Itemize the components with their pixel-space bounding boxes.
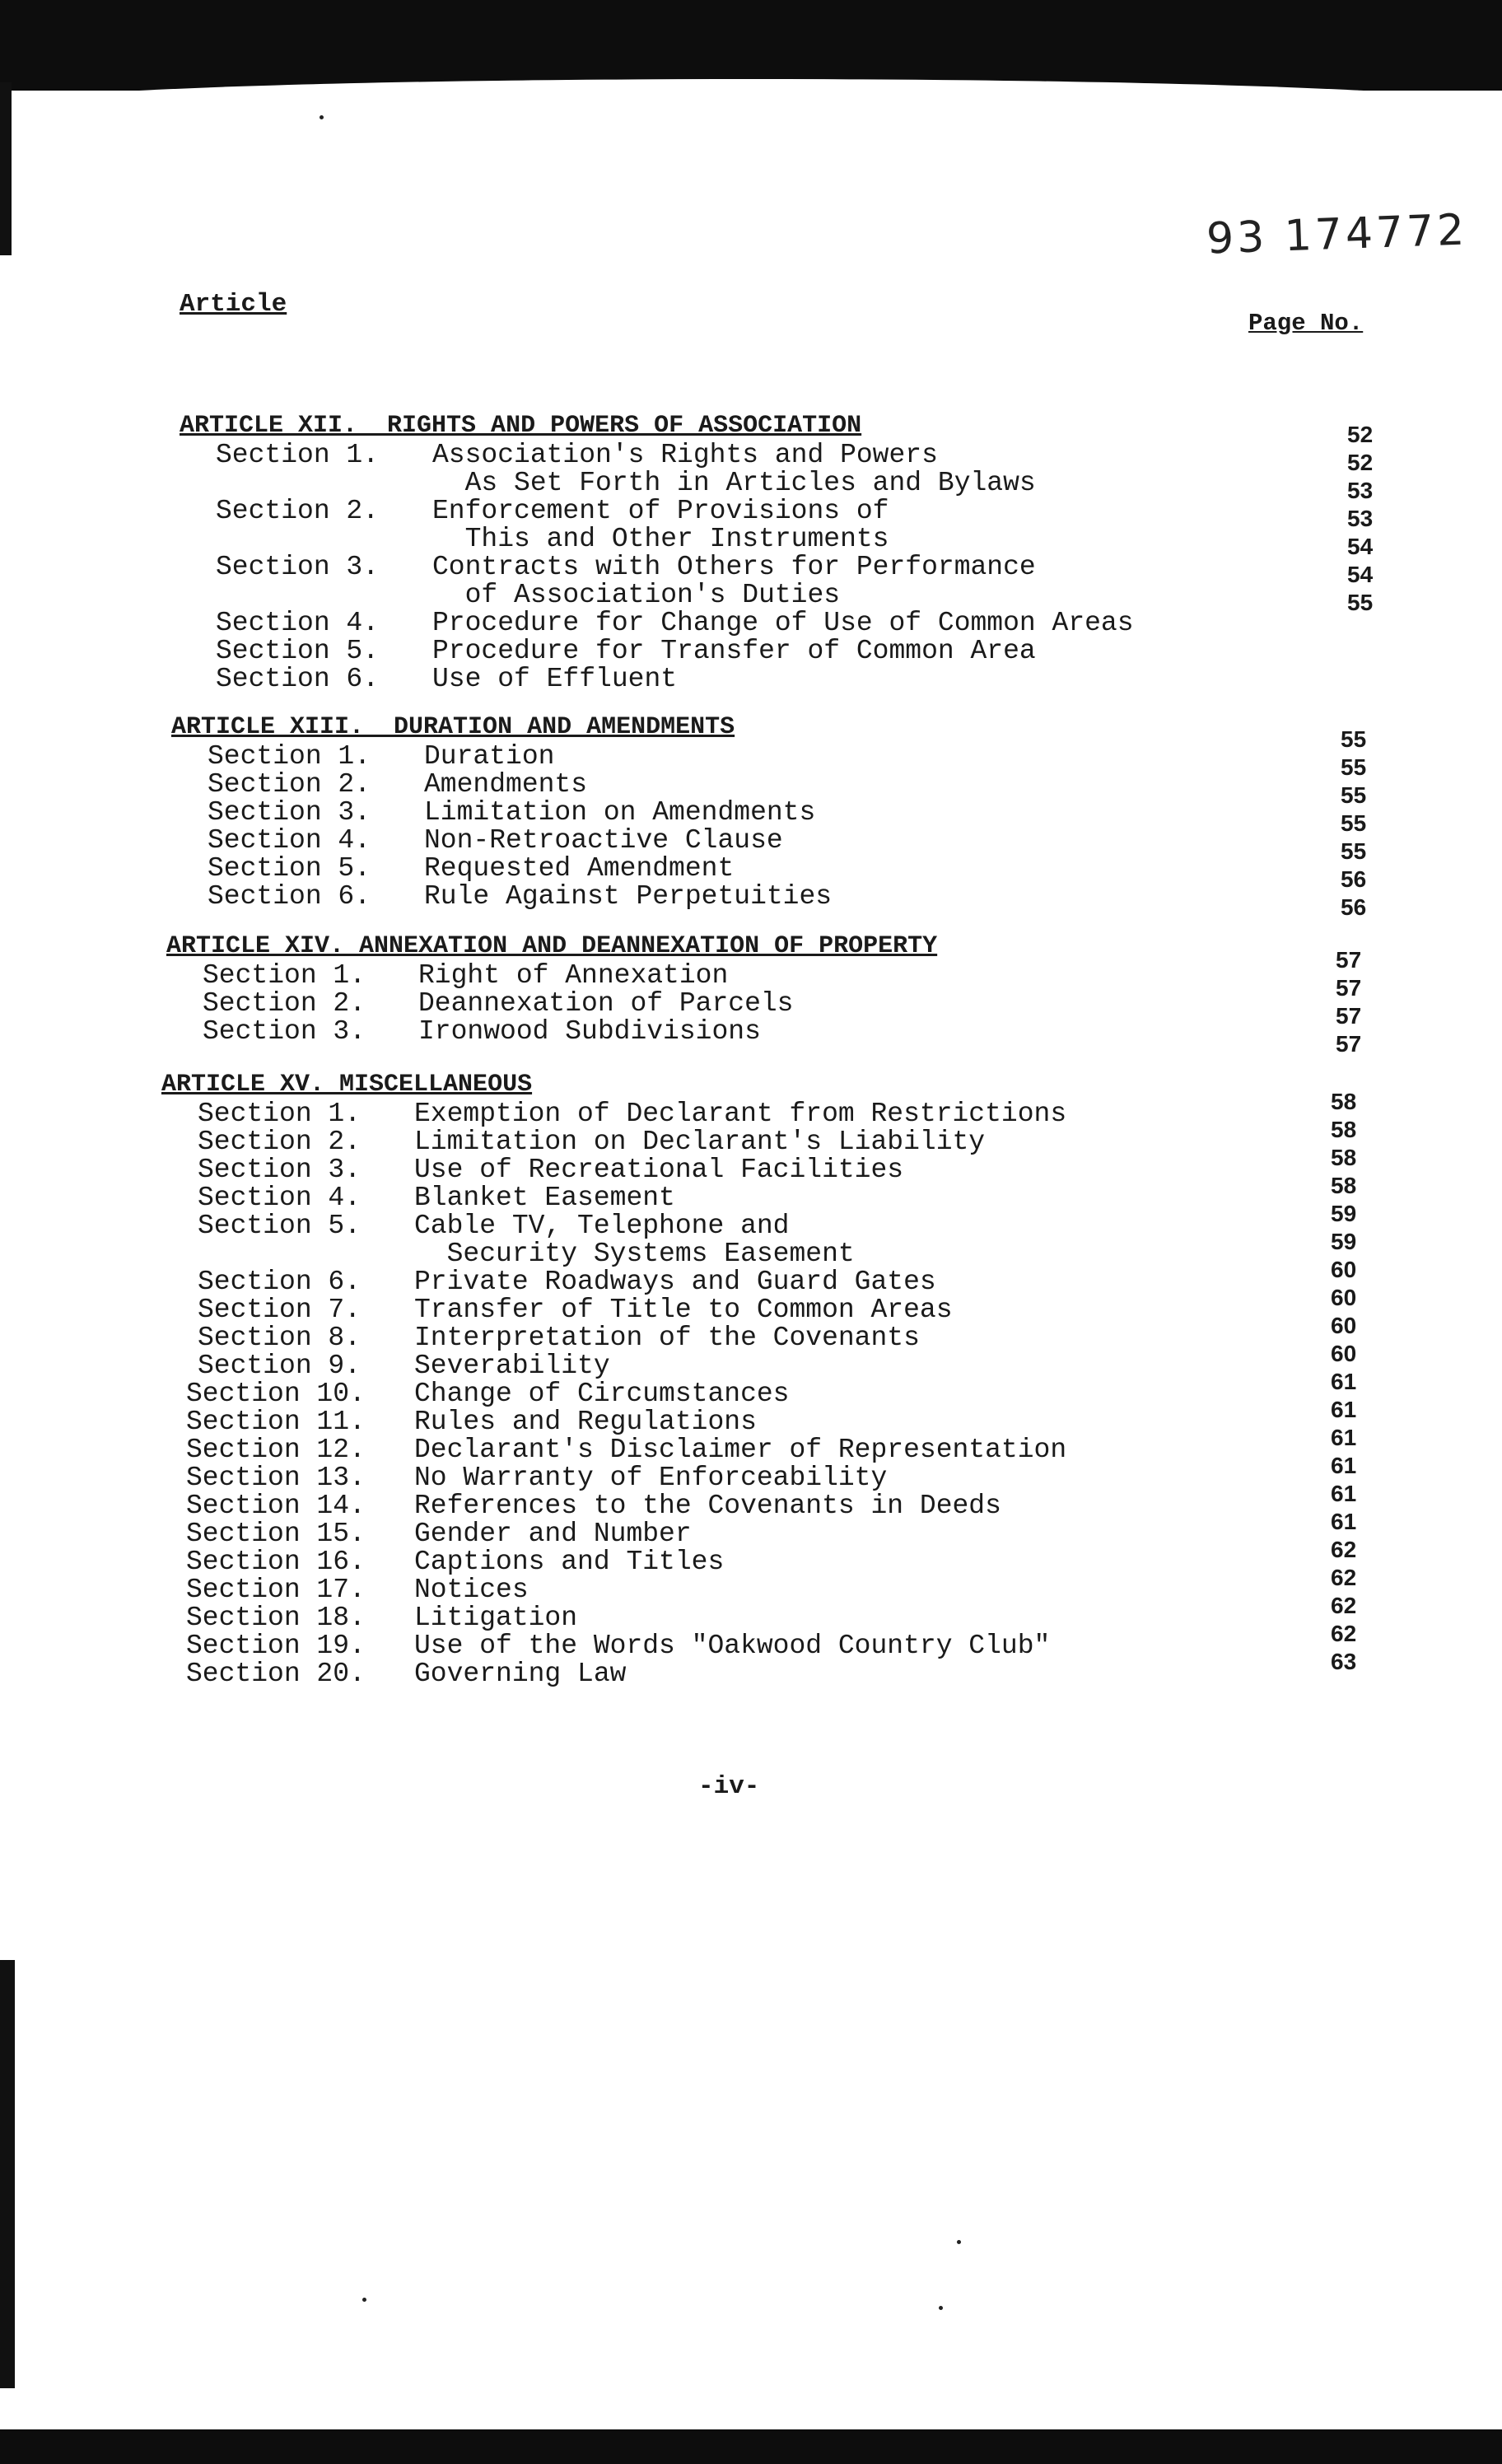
page-number: 57: [1336, 975, 1362, 1001]
scan-speck: [362, 2298, 366, 2302]
page-number: 58: [1331, 1173, 1357, 1198]
section-title: Private Roadways and Guard Gates: [414, 1267, 936, 1297]
section-title: No Warranty of Enforceability: [414, 1463, 888, 1493]
page-number: 57: [1336, 947, 1362, 973]
section-title: Duration: [424, 741, 555, 772]
section-title: Rules and Regulations: [414, 1407, 757, 1437]
page-number: 56: [1341, 866, 1367, 892]
page-number-footer: -iv-: [698, 1772, 760, 1801]
section-title: Transfer of Title to Common Areas: [414, 1295, 953, 1325]
scan-speck: [957, 2240, 961, 2244]
page-number: 61: [1331, 1425, 1357, 1450]
page-number: 60: [1331, 1285, 1357, 1310]
section-label: Section 1.: [198, 1099, 362, 1129]
section-title: Use of Recreational Facilities: [414, 1155, 904, 1185]
page-number: 52: [1347, 450, 1374, 475]
document-number: 93 174772: [1206, 205, 1469, 264]
section-title: Non-Retroactive Clause: [424, 825, 783, 856]
page-number: 56: [1341, 894, 1367, 920]
scan-border-top: [0, 0, 1502, 91]
section-title: Security Systems Easement: [414, 1239, 855, 1269]
page-number: 55: [1341, 726, 1367, 752]
section-title: Limitation on Amendments: [424, 797, 816, 828]
section-title: of Association's Duties: [432, 580, 841, 610]
section-title: Severability: [414, 1351, 610, 1381]
section-title: References to the Covenants in Deeds: [414, 1491, 1001, 1521]
section-title: Use of the Words "Oakwood Country Club": [414, 1631, 1051, 1661]
page-number: 60: [1331, 1341, 1357, 1366]
section-label: Section 20.: [186, 1659, 366, 1689]
section-title: Contracts with Others for Performance: [432, 552, 1036, 582]
section-label: Section 6.: [208, 881, 371, 912]
section-label: Section 4.: [198, 1183, 362, 1213]
article-heading: ARTICLE XIV. ANNEXATION AND DEANNEXATION OF PROPERTY: [166, 932, 938, 960]
page-number: 55: [1347, 590, 1374, 615]
scan-speck: [939, 2306, 943, 2310]
section-title: Enforcement of Provisions of: [432, 496, 889, 526]
section-title: Deannexation of Parcels: [418, 988, 794, 1019]
section-label: Section 8.: [198, 1323, 362, 1353]
section-title: As Set Forth in Articles and Bylaws: [432, 468, 1036, 498]
section-label: Section 3.: [198, 1155, 362, 1185]
section-title: Procedure for Change of Use of Common Areas: [432, 608, 1134, 638]
section-label: Section 14.: [186, 1491, 366, 1521]
page-number: 54: [1347, 534, 1374, 559]
section-title: Captions and Titles: [414, 1547, 725, 1577]
section-label: Section 9.: [198, 1351, 362, 1381]
section-title: Ironwood Subdivisions: [418, 1016, 761, 1047]
section-label: Section 3.: [216, 552, 380, 582]
page-number: 53: [1347, 506, 1374, 531]
page-number: 60: [1331, 1257, 1357, 1282]
section-title: Interpretation of the Covenants: [414, 1323, 920, 1353]
article-heading: ARTICLE XIII. DURATION AND AMENDMENTS: [171, 713, 735, 741]
scan-border-bottom: [0, 2429, 1502, 2464]
section-label: Section 6.: [198, 1267, 362, 1297]
section-label: Section 13.: [186, 1463, 366, 1493]
section-label: Section 15.: [186, 1519, 366, 1549]
section-label: Section 2.: [208, 769, 371, 800]
section-label: Section 17.: [186, 1575, 366, 1605]
article-heading: ARTICLE XV. MISCELLANEOUS: [161, 1071, 533, 1099]
section-title: Notices: [414, 1575, 529, 1605]
section-label: Section 5.: [216, 636, 380, 666]
section-label: Section 10.: [186, 1379, 366, 1409]
section-title: Requested Amendment: [424, 853, 735, 884]
page-number: 61: [1331, 1369, 1357, 1394]
section-title: Gender and Number: [414, 1519, 692, 1549]
column-header-page-no: Page No.: [1248, 310, 1364, 337]
page-number: 57: [1336, 1003, 1362, 1029]
scan-border-left-lower: [0, 1960, 15, 2388]
section-label: Section 5.: [208, 853, 371, 884]
section-label: Section 12.: [186, 1435, 366, 1465]
section-label: Section 4.: [208, 825, 371, 856]
section-label: Section 2.: [216, 496, 380, 526]
section-label: Section 1.: [203, 960, 366, 991]
section-label: Section 2.: [203, 988, 366, 1019]
page-number: 62: [1331, 1565, 1357, 1590]
section-title: Declarant's Disclaimer of Representation: [414, 1435, 1067, 1465]
page-number: 55: [1341, 838, 1367, 864]
scan-border-left-upper: [0, 82, 12, 255]
section-title: Exemption of Declarant from Restrictions: [414, 1099, 1067, 1129]
section-label: Section 6.: [216, 664, 380, 694]
page-number: 60: [1331, 1313, 1357, 1338]
section-title: Change of Circumstances: [414, 1379, 790, 1409]
page-number: 61: [1331, 1509, 1357, 1534]
section-label: Section 5.: [198, 1211, 362, 1241]
page-number: 61: [1331, 1481, 1357, 1506]
column-header-article: Article: [180, 290, 287, 319]
page-number: 59: [1331, 1201, 1357, 1226]
page-number: 57: [1336, 1031, 1362, 1057]
page-number: 58: [1331, 1089, 1357, 1114]
page-number: 63: [1331, 1649, 1357, 1674]
section-title: This and Other Instruments: [432, 524, 889, 554]
page-number: 55: [1341, 810, 1367, 836]
page-number: 59: [1331, 1229, 1357, 1254]
page-number: 62: [1331, 1537, 1357, 1562]
section-label: Section 16.: [186, 1547, 366, 1577]
section-label: Section 3.: [208, 797, 371, 828]
page-number: 58: [1331, 1117, 1357, 1142]
section-label: Section 1.: [216, 440, 380, 470]
page-number: 61: [1331, 1453, 1357, 1478]
page-number: 62: [1331, 1621, 1357, 1646]
section-label: Section 3.: [203, 1016, 366, 1047]
article-heading: ARTICLE XII. RIGHTS AND POWERS OF ASSOCIATION: [180, 412, 862, 440]
section-title: Governing Law: [414, 1659, 627, 1689]
section-label: Section 11.: [186, 1407, 366, 1437]
page-number: 61: [1331, 1397, 1357, 1422]
page-number: 55: [1341, 754, 1367, 780]
section-label: Section 4.: [216, 608, 380, 638]
section-title: Litigation: [414, 1603, 578, 1633]
section-label: Section 18.: [186, 1603, 366, 1633]
section-title: Procedure for Transfer of Common Area: [432, 636, 1036, 666]
page-number: 53: [1347, 478, 1374, 503]
scan-speck: [320, 115, 324, 119]
section-label: Section 19.: [186, 1631, 366, 1661]
section-label: Section 2.: [198, 1127, 362, 1157]
section-label: Section 1.: [208, 741, 371, 772]
section-title: Limitation on Declarant's Liability: [414, 1127, 986, 1157]
section-title: Amendments: [424, 769, 588, 800]
section-title: Rule Against Perpetuities: [424, 881, 833, 912]
page-number: 54: [1347, 562, 1374, 587]
page-number: 52: [1347, 422, 1374, 447]
section-title: Cable TV, Telephone and: [414, 1211, 790, 1241]
section-title: Right of Annexation: [418, 960, 729, 991]
section-title: Association's Rights and Powers: [432, 440, 938, 470]
section-title: Use of Effluent: [432, 664, 678, 694]
section-label: Section 7.: [198, 1295, 362, 1325]
page-number: 55: [1341, 782, 1367, 808]
section-title: Blanket Easement: [414, 1183, 675, 1213]
page-number: 62: [1331, 1593, 1357, 1618]
page-number: 58: [1331, 1145, 1357, 1170]
